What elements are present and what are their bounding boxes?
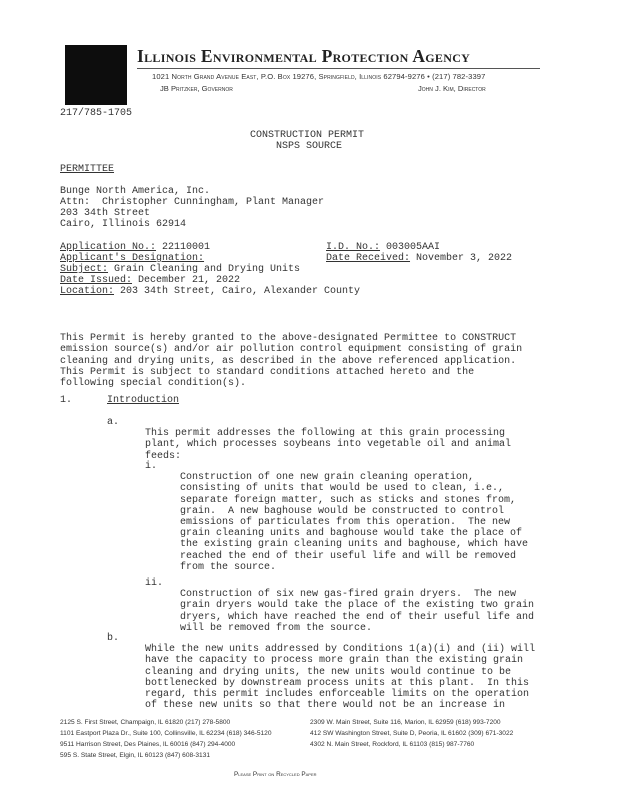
- paragraph-line: bottlenecked by downstream process units at this plant. In this: [145, 677, 530, 689]
- permit-title: CONSTRUCTION PERMIT: [250, 130, 365, 141]
- paragraph-line: grain. A new baghouse would be constructed to control: [180, 505, 505, 517]
- paragraph-line: This Permit is hereby granted to the above-designated Permittee to CONSTRUCT: [60, 333, 517, 345]
- governor-name: JB Pritzker, Governor: [160, 84, 233, 93]
- paragraph-line: have the capacity to process more grain than the existing grain: [145, 655, 524, 667]
- footer-address: 1101 Eastport Plaza Dr., Suite 100, Collinsville, IL 62234 (618) 346-5120: [60, 730, 272, 737]
- agency-name: Illinois Environmental Protection Agency: [137, 46, 471, 66]
- paragraph-line: Construction of one new grain cleaning operation,: [180, 472, 475, 484]
- footer-address: 4302 N. Main Street, Rockford, IL 61103 (815) 987-7760: [310, 741, 475, 748]
- paragraph-line: following special condition(s).: [60, 378, 247, 390]
- letterhead-rule: [137, 68, 540, 69]
- application-number: Application No.: 22110001: [60, 242, 211, 253]
- permit-subtitle: NSPS SOURCE: [276, 141, 343, 152]
- permittee-heading: PERMITTEE: [60, 164, 115, 175]
- phone-reference: 217/785-1705: [60, 108, 133, 119]
- paragraph-line: dryers, which have reached the end of their useful life and: [180, 611, 535, 623]
- item-b-label: b.: [107, 633, 120, 644]
- permittee-city: Cairo, Illinois 62914: [60, 219, 187, 230]
- section-heading: Introduction: [107, 395, 180, 406]
- permittee-street: 203 34th Street: [60, 208, 151, 219]
- permittee-company: Bunge North America, Inc.: [60, 186, 211, 197]
- date-issued: Date Issued: December 21, 2022: [60, 275, 241, 286]
- paragraph-line: This Permit is subject to standard conditions attached hereto and the: [60, 366, 475, 378]
- paragraph-line: While the new units addressed by Conditions 1(a)(i) and (ii) will: [145, 644, 536, 656]
- paragraph-line: cleaning and drying units, as described in the above referenced application.: [60, 355, 517, 367]
- paragraph-line: plant, which processes soybeans into vegetable oil and animal: [145, 439, 512, 451]
- paragraph-line: emission source(s) and/or air pollution control equipment consisting of grain: [60, 344, 523, 356]
- paragraph-line: emissions of particulates from this operation. The new: [180, 517, 511, 529]
- footer-address: 2309 W. Main Street, Suite 116, Marion, IL 62959 (618) 993-7200: [310, 719, 501, 726]
- recycled-paper-note: Please Print on Recycled Paper: [234, 771, 317, 778]
- paragraph-line: grain cleaning units and baghouse would take the place of: [180, 528, 523, 540]
- paragraph-line: separate foreign matter, such as sticks and stones from,: [180, 494, 517, 506]
- paragraph-line: the existing grain cleaning units and baghouse, which have: [180, 539, 529, 551]
- applicant-designation: Applicant's Designation:: [60, 253, 205, 264]
- subject-line: Subject: Grain Cleaning and Drying Units: [60, 264, 301, 275]
- paragraph-line: will be removed from the source.: [180, 622, 373, 634]
- permittee-attn: Attn: Christopher Cunningham, Plant Manager: [60, 197, 325, 208]
- paragraph-line: of these new units so that there would not be an increase in: [145, 700, 506, 712]
- item-i-text: [180, 461, 528, 584]
- date-received: Date Received: November 3, 2022: [326, 253, 513, 264]
- id-number: I.D. No.: 003005AAI: [326, 242, 441, 253]
- footer-offices-right: [310, 717, 513, 750]
- item-ii-label: ii.: [145, 578, 164, 589]
- location-line: Location: 203 34th Street, Cairo, Alexander County: [60, 286, 361, 297]
- paragraph-line: reached the end of their useful life and will be removed: [180, 550, 517, 562]
- footer-address: 2125 S. First Street, Champaign, IL 61820 (217) 278-5800: [60, 719, 231, 726]
- paragraph-line: cleaning and drying units, the new units would continue to be: [145, 666, 512, 678]
- paragraph-line: regard, this permit includes enforceable limits on the operation: [145, 689, 530, 701]
- footer-address: 412 SW Washington Street, Suite D, Peoria, IL 61602 (309) 671-3022: [310, 730, 514, 737]
- footer-address: 595 S. State Street, Elgin, IL 60123 (847) 608-3131: [60, 752, 211, 759]
- agency-logo: [65, 45, 127, 105]
- paragraph-line: Construction of six new gas-fired grain dryers. The new: [180, 589, 517, 601]
- paragraph-line: This permit addresses the following at this grain processing: [145, 428, 506, 440]
- item-b-text: [145, 633, 535, 723]
- item-a-label: a.: [107, 417, 120, 428]
- paragraph-line: feeds:: [145, 450, 182, 462]
- director-name: John J. Kim, Director: [418, 84, 486, 93]
- footer-offices-left: [60, 717, 272, 761]
- intro-paragraph: [60, 322, 522, 400]
- agency-address: 1021 North Grand Avenue East, P.O. Box 19276, Springfield, Illinois 62794-9276 • (217) 782-3397: [152, 72, 486, 81]
- paragraph-line: grain dryers would take the place of the existing two grain: [180, 600, 535, 612]
- footer-address: 9511 Harrison Street, Des Plaines, IL 60016 (847) 294-4000: [60, 741, 236, 748]
- item-i-label: i.: [145, 461, 158, 472]
- section-number: 1.: [60, 395, 73, 406]
- paragraph-line: from the source.: [180, 561, 277, 573]
- paragraph-line: consisting of units that would be used to clean, i.e.,: [180, 483, 505, 495]
